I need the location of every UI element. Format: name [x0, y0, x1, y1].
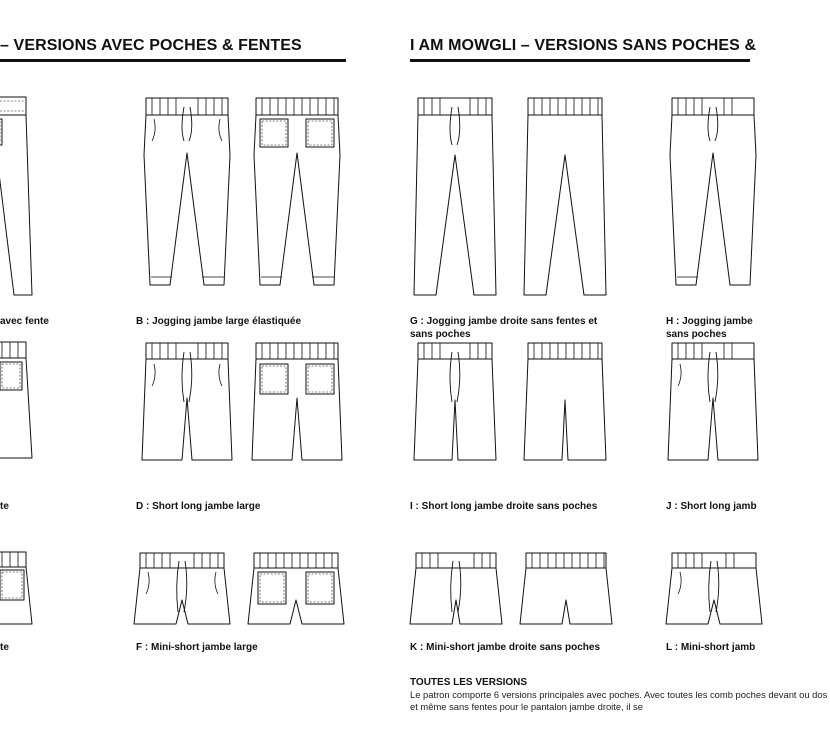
caption-h-line1: H : Jogging jambe: [666, 316, 753, 327]
shorts-d-front-drawing: [140, 340, 234, 470]
right-title-rule: [410, 59, 750, 62]
minishort-f-front-drawing: [132, 550, 232, 630]
caption-f: F : Mini-short jambe large: [136, 642, 258, 653]
caption-l: L : Mini-short jamb: [666, 642, 756, 653]
left-title-rule: [0, 59, 346, 62]
shorts-i-front-drawing: [408, 340, 502, 470]
minishort-k-back-drawing: [516, 550, 616, 630]
notes-text: Le patron comporte 6 versions principales avec poches. Avec toutes les comb poches devant ou dos et même sans fentes pour le pantalon jambe droite, il se: [410, 689, 828, 712]
trousers-g-back-drawing: [518, 95, 612, 305]
caption-h-line2: sans poches: [666, 329, 727, 340]
caption-d: D : Short long jambe large: [136, 501, 261, 512]
shorts-j-front-drawing: [666, 340, 760, 470]
trousers-a-back-drawing: [0, 95, 34, 305]
caption-g-line1: G : Jogging jambe droite sans fentes et: [410, 316, 598, 327]
caption-a: avec fente: [0, 316, 49, 327]
caption-b: B : Jogging jambe large élastiquée: [136, 316, 302, 327]
trousers-h-front-drawing: [666, 95, 760, 305]
shorts-i-back-drawing: [518, 340, 612, 470]
shorts-d-back-drawing: [250, 340, 344, 470]
trousers-b-back-drawing: [250, 95, 344, 305]
caption-c: te: [0, 501, 9, 512]
caption-g-line2: sans poches: [410, 329, 471, 340]
trousers-b-front-drawing: [140, 95, 234, 305]
caption-i: I : Short long jambe droite sans poches: [410, 501, 598, 512]
shorts-c-back-drawing: [0, 340, 34, 470]
minishort-k-front-drawing: [406, 550, 506, 630]
minishort-l-front-drawing: [664, 550, 764, 630]
minishort-f-back-drawing: [246, 550, 346, 630]
caption-e: te: [0, 642, 9, 653]
right-section-title: I AM MOWGLI – VERSIONS SANS POCHES &: [410, 37, 757, 54]
minishort-e-back-drawing: [0, 550, 34, 630]
caption-k: K : Mini-short jambe droite sans poches: [410, 642, 601, 653]
left-section-title: – VERSIONS AVEC POCHES & FENTES: [0, 37, 302, 54]
notes-title: TOUTES LES VERSIONS: [410, 677, 528, 688]
trousers-g-front-drawing: [408, 95, 502, 305]
caption-j: J : Short long jamb: [666, 501, 757, 512]
